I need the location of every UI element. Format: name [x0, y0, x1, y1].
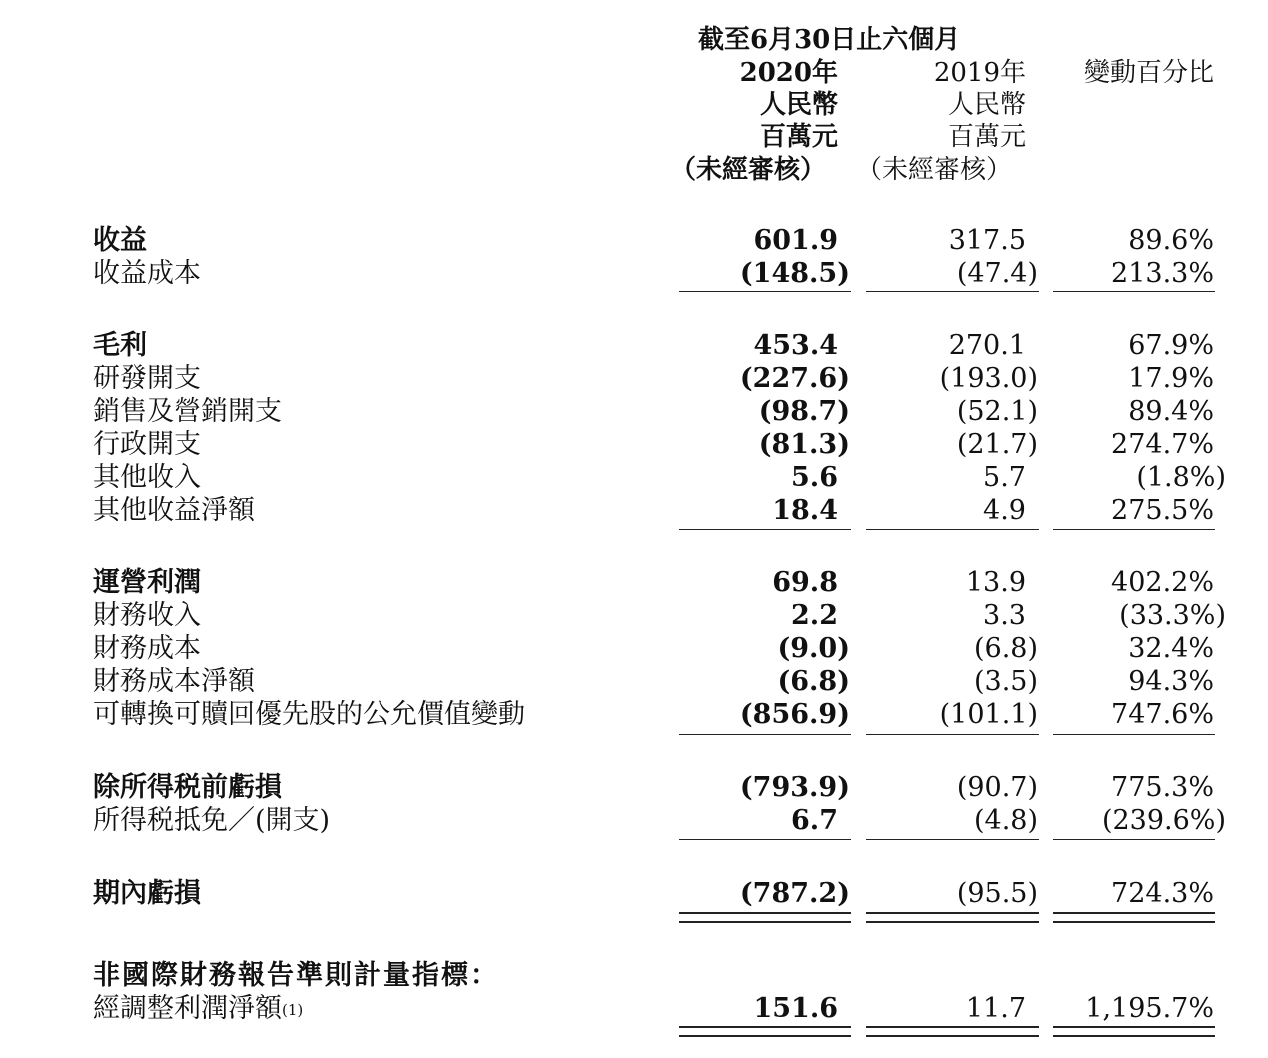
value-change: 94.3%: [1128, 666, 1214, 697]
value-2019: 4.9: [983, 495, 1026, 526]
value-2019: (90.7): [956, 772, 1038, 803]
value-change: 32.4%: [1128, 633, 1214, 664]
value-change: 1,195.7%: [1085, 993, 1214, 1024]
total-double-rule: [1053, 912, 1215, 923]
value-2019: 270.1: [948, 330, 1026, 361]
value-change: 17.9%: [1128, 363, 1214, 394]
value-change: 89.4%: [1128, 396, 1214, 427]
row-label: 收益: [93, 225, 147, 256]
subtotal-rule: [1053, 529, 1215, 530]
value-change: (1.8%): [1136, 462, 1226, 493]
value-2020: 151.6: [753, 993, 838, 1024]
footnote-marker: (1): [282, 1001, 304, 1019]
value-2019: 317.5: [948, 225, 1026, 256]
subtotal-rule: [866, 839, 1039, 840]
table-row: [0, 257, 1268, 290]
row-label: 行政開支: [93, 429, 201, 460]
value-change: 89.6%: [1128, 225, 1214, 256]
value-2020: (98.7): [758, 396, 850, 427]
value-2019: (4.8): [973, 805, 1038, 836]
value-change: 275.5%: [1111, 495, 1214, 526]
table-row: [0, 698, 1268, 731]
row-label: 收益成本: [93, 258, 201, 289]
table-row: [0, 494, 1268, 527]
value-change: 747.6%: [1111, 699, 1214, 730]
value-change: 67.9%: [1128, 330, 1214, 361]
period-heading: 截至6月30日止六個月: [698, 25, 961, 55]
value-2020: (856.9): [739, 699, 850, 730]
value-change: 213.3%: [1111, 258, 1214, 289]
subtotal-rule: [679, 529, 851, 530]
row-label: 可轉換可贖回優先股的公允價值變動: [93, 699, 525, 730]
value-2020: 18.4: [772, 495, 838, 526]
value-change: (239.6%): [1101, 805, 1226, 836]
row-label: [93, 992, 303, 1025]
value-2020: 6.7: [791, 805, 838, 836]
value-2019: (52.1): [956, 396, 1038, 427]
value-change: 724.3%: [1111, 878, 1214, 909]
col-2020-audit: （未經審核）: [670, 155, 827, 185]
value-2020: 601.9: [753, 225, 838, 256]
table-row: [0, 804, 1268, 837]
subtotal-rule: [1053, 734, 1215, 735]
col-2019-currency: 人民幣: [947, 90, 1026, 120]
value-2020: (148.5): [739, 258, 850, 289]
row-label: 非國際財務報告準則計量指標：: [93, 960, 499, 991]
subtotal-rule: [1053, 291, 1215, 292]
value-2020: 69.8: [772, 567, 838, 598]
subtotal-rule: [679, 734, 851, 735]
total-double-rule: [679, 912, 851, 923]
value-2020: (6.8): [777, 666, 850, 697]
value-2020: 2.2: [791, 600, 838, 631]
table-row: [0, 632, 1268, 665]
col-2019-unit: 百萬元: [947, 122, 1026, 152]
col-2020-currency: 人民幣: [759, 90, 838, 120]
value-2019: 11.7: [965, 993, 1026, 1024]
value-2020: (787.2): [739, 878, 850, 909]
subtotal-rule: [679, 291, 851, 292]
table-row: [0, 395, 1268, 428]
table-row: [0, 428, 1268, 461]
table-row: [0, 461, 1268, 494]
value-2019: 5.7: [983, 462, 1026, 493]
value-change: 775.3%: [1111, 772, 1214, 803]
value-2019: (21.7): [956, 429, 1038, 460]
table-row: [0, 566, 1268, 599]
row-label: 所得税抵免／(開支): [93, 805, 331, 836]
row-label-text: 經調整利潤淨額: [93, 993, 282, 1024]
table-row: [0, 362, 1268, 395]
table-row: [0, 665, 1268, 698]
value-2019: 13.9: [965, 567, 1026, 598]
total-double-rule: [866, 912, 1039, 923]
value-2020: (793.9): [739, 772, 850, 803]
value-2020: 453.4: [753, 330, 838, 361]
value-change: 274.7%: [1111, 429, 1214, 460]
value-2019: (6.8): [973, 633, 1038, 664]
subtotal-rule: [866, 529, 1039, 530]
row-label: 其他收入: [93, 462, 201, 493]
row-label: 毛利: [93, 330, 147, 361]
row-label: 運營利潤: [93, 567, 201, 598]
value-2020: (81.3): [758, 429, 850, 460]
subtotal-rule: [1053, 839, 1215, 840]
value-2020: 5.6: [791, 462, 838, 493]
subtotal-rule: [866, 734, 1039, 735]
subtotal-rule: [866, 291, 1039, 292]
value-2020: (9.0): [777, 633, 850, 664]
row-label: 其他收益淨額: [93, 495, 255, 526]
row-label: 財務收入: [93, 600, 201, 631]
row-label: 研發開支: [93, 363, 201, 394]
table-row: [0, 771, 1268, 804]
value-change: 402.2%: [1111, 567, 1214, 598]
table-row: [0, 877, 1268, 910]
row-label: 期內虧損: [93, 878, 201, 909]
value-2020: (227.6): [739, 363, 850, 394]
value-2019: 3.3: [983, 600, 1026, 631]
value-2019: (101.1): [939, 699, 1038, 730]
row-label: 除所得税前虧損: [93, 772, 282, 803]
total-double-rule: [1053, 1026, 1215, 1037]
row-label: 銷售及營銷開支: [93, 396, 282, 427]
value-2019: (95.5): [956, 878, 1038, 909]
row-label: 財務成本: [93, 633, 201, 664]
value-2019: (3.5): [973, 666, 1038, 697]
table-row: [0, 329, 1268, 362]
table-row: [0, 599, 1268, 632]
row-label: 財務成本淨額: [93, 666, 255, 697]
col-2020-unit: 百萬元: [759, 122, 838, 152]
col-change-heading: 變動百分比: [1083, 58, 1214, 88]
value-2019: (193.0): [939, 363, 1038, 394]
subtotal-rule: [679, 839, 851, 840]
col-2020-year: 2020年: [739, 58, 838, 88]
value-2019: (47.4): [956, 258, 1038, 289]
value-change: (33.3%): [1119, 600, 1226, 631]
table-row: [0, 992, 1268, 1025]
table-row: [0, 959, 1268, 992]
col-2019-audit: （未經審核）: [856, 155, 1013, 185]
col-2019-year: 2019年: [933, 58, 1026, 88]
total-double-rule: [679, 1026, 851, 1037]
table-row: [0, 224, 1268, 257]
total-double-rule: [866, 1026, 1039, 1037]
